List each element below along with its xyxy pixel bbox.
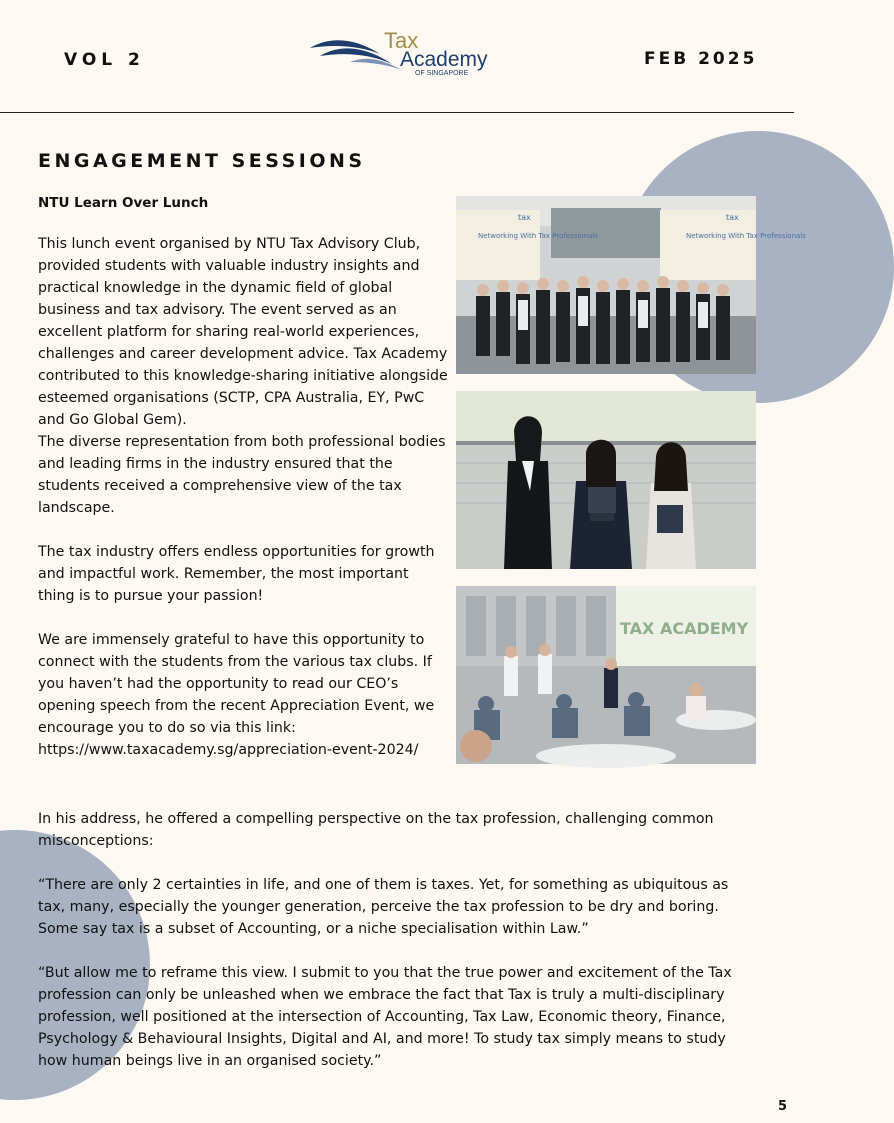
screen-logo-right: tax	[726, 213, 739, 222]
quote-paragraph: “There are only 2 certainties in life, and one of them is taxes. Yet, for something as ubiquitous as tax, many, especially the younger generation, perceive the tax profession to be dry and boring. Some say tax is a subset of Accounting, or a niche specialisation within Law.”	[38, 877, 729, 937]
tax-academy-logo	[310, 30, 490, 80]
paragraph: The diverse representation from both professional bodies and leading firms in the industry ensured that the students received a comprehensive view of the tax landscape.	[38, 434, 446, 516]
article-subheading: NTU Learn Over Lunch	[38, 195, 209, 211]
volume-label: VOL 2	[64, 50, 145, 70]
screen-text: TAX ACADEMY	[620, 619, 749, 638]
paragraph: The tax industry offers endless opportunities for growth and impactful work. Remember, the most important thing is to pursue your passion!	[38, 544, 435, 604]
logo-text-tax: Tax	[384, 28, 419, 53]
logo-text-sub: OF SINGAPORE	[415, 70, 469, 77]
ceo-speech-quotes	[38, 808, 756, 1094]
header-divider	[0, 112, 794, 113]
issue-date: FEB 2025	[644, 49, 758, 69]
article-link[interactable]: https://www.taxacademy.sg/appreciation-event-2024/	[38, 742, 419, 758]
group-photo	[456, 196, 806, 374]
paragraph: In his address, he offered a compelling perspective on the tax profession, challenging common misconceptions:	[38, 811, 714, 849]
page-number: 5	[778, 1099, 788, 1114]
quote-paragraph: “But allow me to reframe this view. I submit to you that the true power and excitement of the Tax profession can only be unleashed when we embrace the fact that Tax is truly a multi-disciplinary profession, well positioned at the intersection of Accounting, Tax Law, Economic theory, Finance, Psychology & Behavioural Insights, Digital and AI, and more! To study tax simply means to study how human beings live in an organised society.”	[38, 965, 732, 1069]
section-title: ENGAGEMENT SESSIONS	[38, 150, 366, 172]
screen-text-left: Networking With Tax Professionals	[478, 232, 598, 240]
screen-text-right: Networking With Tax Professionals	[686, 232, 806, 240]
logo-text-academy: Academy	[400, 48, 488, 71]
paragraph: We are immensely grateful to have this opportunity to connect with the students from the various tax clubs. If you haven’t had the opportunity to read our CEO’s opening speech from the recent Appreciation Event, we encourage you to do so via this link:	[38, 632, 435, 736]
event-room-photo	[456, 586, 756, 764]
screen-logo-left: tax	[518, 213, 531, 222]
paragraph: This lunch event organised by NTU Tax Advisory Club, provided students with valuable industry insights and practical knowledge in the dynamic field of global business and tax advisory. The event served as an excellent platform for sharing real-world experiences, challenges and career development advice. Tax Academy contributed to this knowledge-sharing initiative alongside esteemed organisations (SCTP, CPA Australia, EY, PwC and Go Global Gem).	[38, 236, 448, 428]
article-body	[38, 233, 448, 761]
award-photo	[456, 391, 756, 569]
